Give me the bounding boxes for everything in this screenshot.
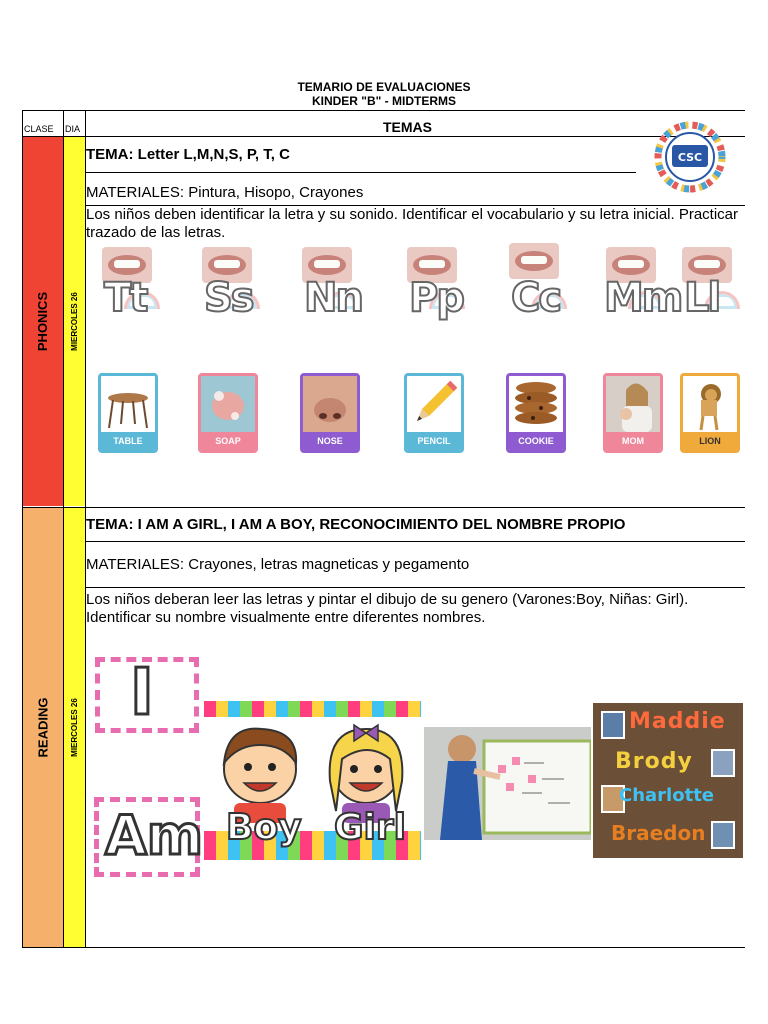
vocab-label: COOKIE (509, 432, 563, 450)
document-title: TEMARIO DE EVALUACIONES (297, 80, 471, 94)
lion-icon (683, 376, 737, 432)
reading-materiales: MATERIALES: Crayones, letras magneticas y pegamento (86, 556, 470, 573)
nose-icon (303, 376, 357, 432)
vocab-card-mom (603, 373, 663, 453)
reading-materiales-border (86, 587, 745, 588)
letter-pair: Tt (104, 275, 147, 321)
boy-girl-illustration (204, 701, 421, 860)
phonics-dia-label: MIERCOLES 26 (70, 292, 79, 351)
vocab-card-pencil (404, 373, 464, 453)
student-photo-icon (711, 821, 735, 849)
table-top-border (22, 110, 745, 111)
mouth-icon (509, 243, 559, 279)
cookie-icon (509, 376, 563, 432)
vocab-label: PENCIL (407, 432, 461, 450)
letter-pair: Pp (409, 275, 463, 321)
vocab-card-cookie (506, 373, 566, 453)
soap-icon (201, 376, 255, 432)
vocab-card-soap (198, 373, 258, 453)
mom-icon (606, 376, 660, 432)
reading-descripcion: Los niños deberan leer las letras y pintar el dibujo de su genero (Varones:Boy, Niñas: Girl). Identificar su nombre visualmente entre diferentes nombres. (86, 591, 689, 626)
reading-tema-border (86, 541, 745, 542)
column-header-dia: DIA (65, 124, 81, 134)
reading-dia-label: MIERCOLES 26 (70, 698, 79, 757)
magnetic-name: Braedon (611, 821, 706, 845)
phonics-dia-cell (64, 137, 85, 506)
table-icon (101, 376, 155, 432)
vocab-label: LION (683, 432, 737, 450)
section-separator (22, 507, 745, 508)
pencil-icon (407, 376, 461, 432)
letter-pair: Ll (684, 275, 720, 321)
phonics-tema-border (86, 172, 636, 173)
letter-pair: Nn (304, 275, 362, 321)
column-header-clase: CLASE (24, 124, 54, 134)
phonics-descripcion: Los niños deben identificar la letra y su sonido. Identificar el vocabulario y su letra inicial. Practicar trazado de las letras. (86, 206, 739, 241)
phonics-tema: TEMA: Letter L,M,N,S, P, T, C (86, 146, 290, 163)
phonics-clase-cell (23, 137, 63, 506)
vocab-card-nose (300, 373, 360, 453)
word-am: Am (105, 804, 204, 867)
reading-dia-cell (64, 508, 85, 947)
document-subtitle: KINDER "B" - MIDTERMS (311, 94, 457, 108)
phonics-materiales: MATERIALES: Pintura, Hisopo, Crayones (86, 184, 364, 201)
magnetic-name: Charlotte (619, 785, 715, 806)
school-logo (646, 118, 734, 196)
letter-pair: Ss (204, 275, 253, 321)
vocab-label: MOM (606, 432, 660, 450)
reading-clase-cell (23, 508, 63, 947)
column-header-temas: TEMAS (383, 119, 432, 135)
word-girl: Girl (334, 807, 406, 848)
letter-pair: Cc (511, 275, 561, 321)
word-boy: Boy (226, 807, 302, 848)
table-bottom-border (22, 947, 745, 948)
magnetic-name: Maddie (629, 709, 726, 734)
vocab-label: TABLE (101, 432, 155, 450)
reading-clase-label: READING (35, 697, 51, 758)
student-photo-icon (711, 749, 735, 777)
reading-tema: TEMA: I AM A GIRL, I AM A BOY, RECONOCIMIENTO DEL NOMBRE PROPIO (86, 516, 626, 533)
word-card-i (95, 657, 199, 733)
vocab-label: NOSE (303, 432, 357, 450)
svg-text:CSC: CSC (677, 151, 703, 164)
vocab-label: SOAP (201, 432, 255, 450)
word-card-am (94, 797, 204, 877)
header-row-border (22, 136, 745, 137)
letter-pair: Mm (604, 275, 682, 321)
magnetic-name: Brody (615, 749, 693, 774)
word-i: I (130, 656, 154, 730)
phonics-clase-label: PHONICS (35, 291, 51, 352)
vocab-card-table (98, 373, 158, 453)
magnetic-names-photo (593, 703, 743, 858)
girl-at-board-icon (424, 727, 591, 840)
vocab-card-lion (680, 373, 740, 453)
classroom-photo (424, 727, 591, 840)
student-photo-icon (601, 711, 625, 739)
